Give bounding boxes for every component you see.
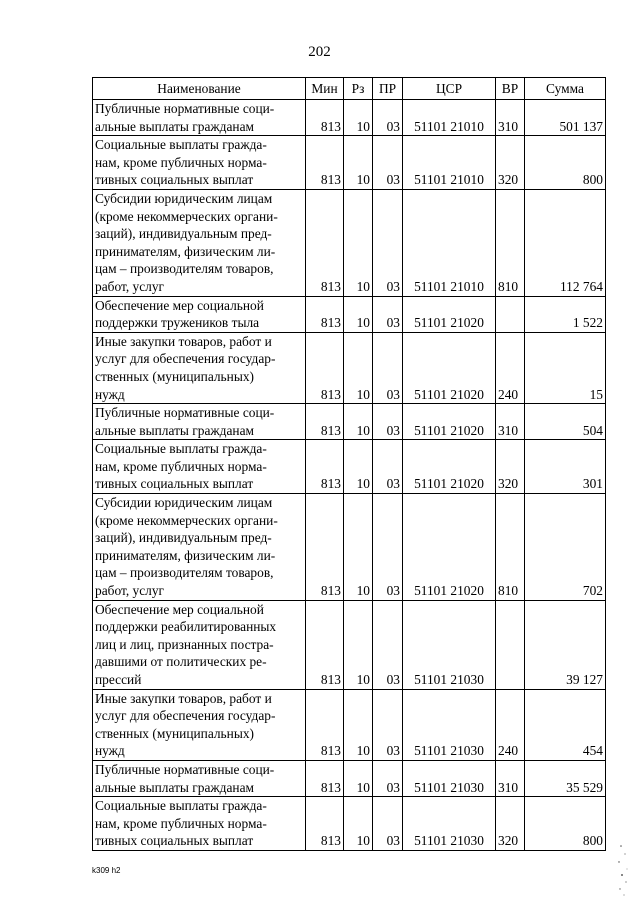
header-min: Мин: [306, 78, 344, 100]
cell-pr: 03: [373, 189, 403, 296]
cell-sum: 35 529: [525, 760, 606, 796]
cell-min: 813: [306, 600, 344, 689]
cell-min: 813: [306, 404, 344, 440]
cell-name: Обеспечение мер социальной поддержки реабилитированных лиц и лиц, признанных постра- давшими от политических ре- прессий: [93, 600, 306, 689]
cell-csr: 51101 21030: [403, 689, 496, 760]
cell-pr: 03: [373, 332, 403, 403]
cell-rz: 10: [344, 440, 373, 494]
cell-name: Публичные нормативные соци- альные выплаты гражданам: [93, 404, 306, 440]
cell-sum: 504: [525, 404, 606, 440]
cell-name: Иные закупки товаров, работ и услуг для обеспечения государ- ственных (муниципальных) нужд: [93, 689, 306, 760]
cell-csr: 51101 21030: [403, 797, 496, 851]
budget-table: [92, 77, 606, 851]
header-rz: Рз: [344, 78, 373, 100]
cell-csr: 51101 21020: [403, 404, 496, 440]
cell-csr: 51101 21020: [403, 296, 496, 332]
cell-name: Публичные нормативные соци- альные выплаты гражданам: [93, 760, 306, 796]
cell-vr: 240: [496, 689, 525, 760]
cell-vr: 810: [496, 494, 525, 601]
cell-pr: 03: [373, 797, 403, 851]
cell-rz: 10: [344, 760, 373, 796]
cell-sum: 454: [525, 689, 606, 760]
cell-rz: 10: [344, 600, 373, 689]
cell-min: 813: [306, 189, 344, 296]
header-pr: ПР: [373, 78, 403, 100]
cell-name: Субсидии юридическим лицам (кроме некоммерческих органи- заций), индивидуальным пред- принимателям, физическим ли- цам – производителям товаров, работ, услуг: [93, 494, 306, 601]
cell-sum: 112 764: [525, 189, 606, 296]
cell-csr: 51101 21010: [403, 100, 496, 136]
cell-pr: 03: [373, 100, 403, 136]
cell-vr: 320: [496, 136, 525, 190]
cell-vr: [496, 600, 525, 689]
cell-vr: 320: [496, 440, 525, 494]
cell-vr: 310: [496, 404, 525, 440]
cell-min: 813: [306, 296, 344, 332]
cell-name: Публичные нормативные соци- альные выплаты гражданам: [93, 100, 306, 136]
cell-sum: 39 127: [525, 600, 606, 689]
cell-min: 813: [306, 494, 344, 601]
cell-name: Социальные выплаты гражда- нам, кроме публичных норма- тивных социальных выплат: [93, 440, 306, 494]
cell-min: 813: [306, 332, 344, 403]
cell-vr: 310: [496, 100, 525, 136]
scan-noise-specks: [601, 842, 631, 902]
table-header-row: [93, 78, 606, 100]
cell-pr: 03: [373, 404, 403, 440]
cell-min: 813: [306, 689, 344, 760]
cell-vr: 310: [496, 760, 525, 796]
cell-min: 813: [306, 797, 344, 851]
cell-vr: [496, 296, 525, 332]
cell-rz: 10: [344, 136, 373, 190]
table-row: [93, 404, 606, 440]
cell-rz: 10: [344, 296, 373, 332]
table-row: [93, 296, 606, 332]
cell-pr: 03: [373, 440, 403, 494]
cell-min: 813: [306, 440, 344, 494]
cell-pr: 03: [373, 600, 403, 689]
cell-pr: 03: [373, 136, 403, 190]
cell-csr: 51101 21010: [403, 136, 496, 190]
cell-name: Социальные выплаты гражда- нам, кроме публичных норма- тивных социальных выплат: [93, 797, 306, 851]
cell-csr: 51101 21010: [403, 189, 496, 296]
cell-csr: 51101 21020: [403, 332, 496, 403]
table-row: [93, 100, 606, 136]
table-row: [93, 600, 606, 689]
cell-sum: 702: [525, 494, 606, 601]
cell-sum: 800: [525, 797, 606, 851]
header-sum: Сумма: [525, 78, 606, 100]
cell-pr: 03: [373, 689, 403, 760]
table-row: [93, 189, 606, 296]
cell-sum: 301: [525, 440, 606, 494]
table-row: [93, 797, 606, 851]
cell-name: Субсидии юридическим лицам (кроме некоммерческих органи- заций), индивидуальным пред- принимателям, физическим ли- цам – производителям товаров, работ, услуг: [93, 189, 306, 296]
cell-sum: 15: [525, 332, 606, 403]
cell-name: Обеспечение мер социальной поддержки тружеников тыла: [93, 296, 306, 332]
cell-min: 813: [306, 136, 344, 190]
table-row: [93, 332, 606, 403]
cell-min: 813: [306, 100, 344, 136]
cell-csr: 51101 21020: [403, 494, 496, 601]
cell-sum: 800: [525, 136, 606, 190]
table-row: [93, 494, 606, 601]
table-row: [93, 440, 606, 494]
cell-rz: 10: [344, 797, 373, 851]
cell-name: Иные закупки товаров, работ и услуг для обеспечения государ- ственных (муниципальных) нужд: [93, 332, 306, 403]
cell-pr: 03: [373, 760, 403, 796]
cell-csr: 51101 21020: [403, 440, 496, 494]
cell-pr: 03: [373, 296, 403, 332]
header-vr: ВР: [496, 78, 525, 100]
cell-min: 813: [306, 760, 344, 796]
page-number: 202: [308, 44, 331, 60]
cell-rz: 10: [344, 100, 373, 136]
cell-rz: 10: [344, 404, 373, 440]
cell-vr: 320: [496, 797, 525, 851]
cell-rz: 10: [344, 332, 373, 403]
cell-name: Социальные выплаты гражда- нам, кроме публичных норма- тивных социальных выплат: [93, 136, 306, 190]
cell-rz: 10: [344, 189, 373, 296]
table-row: [93, 136, 606, 190]
cell-vr: 810: [496, 189, 525, 296]
footer-code: k309 h2: [92, 866, 121, 875]
header-name: Наименование: [93, 78, 306, 100]
cell-sum: 501 137: [525, 100, 606, 136]
cell-vr: 240: [496, 332, 525, 403]
cell-sum: 1 522: [525, 296, 606, 332]
header-csr: ЦСР: [403, 78, 496, 100]
table-row: [93, 689, 606, 760]
cell-pr: 03: [373, 494, 403, 601]
table-row: [93, 760, 606, 796]
cell-csr: 51101 21030: [403, 600, 496, 689]
cell-csr: 51101 21030: [403, 760, 496, 796]
cell-rz: 10: [344, 689, 373, 760]
cell-rz: 10: [344, 494, 373, 601]
